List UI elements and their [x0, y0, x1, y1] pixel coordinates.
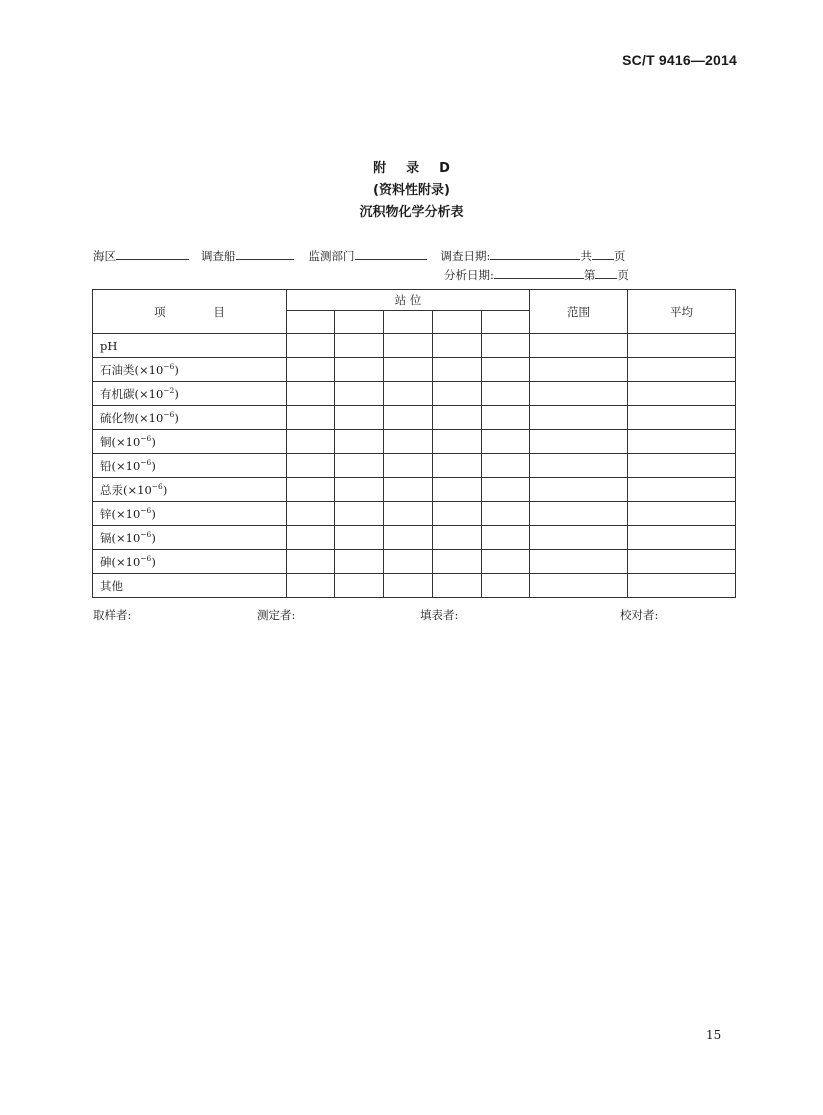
filler-label: 填表者:: [420, 608, 459, 622]
table-row: [93, 334, 736, 358]
survey-ship-field[interactable]: [236, 246, 294, 260]
data-cell[interactable]: [482, 334, 530, 358]
row-label: 铜$(\times 10^{-6})$: [93, 430, 287, 454]
data-cell[interactable]: [628, 334, 736, 358]
column-header-range: 范围: [530, 290, 628, 334]
table-row: [93, 550, 736, 574]
data-cell[interactable]: [384, 550, 433, 574]
measurer-label: 测定者:: [257, 608, 296, 622]
station-cell[interactable]: [335, 311, 384, 334]
analysis-date-field[interactable]: [494, 265, 584, 279]
data-cell[interactable]: [433, 454, 482, 478]
data-cell[interactable]: [335, 334, 384, 358]
signature-row: [0, 607, 823, 625]
total-pages-field[interactable]: [592, 246, 614, 260]
row-label: 其他: [93, 574, 287, 598]
data-cell[interactable]: [482, 430, 530, 454]
table-row: [93, 502, 736, 526]
row-label: 硫化物$(\times 10^{-6})$: [93, 406, 287, 430]
analysis-date-label: 分析日期:: [444, 268, 494, 282]
data-cell[interactable]: [287, 526, 335, 550]
monitoring-dept-label: 监测部门: [308, 249, 355, 263]
data-cell[interactable]: [335, 574, 384, 598]
table-row: [93, 430, 736, 454]
data-cell[interactable]: [384, 526, 433, 550]
data-cell[interactable]: [482, 454, 530, 478]
table-row: [93, 526, 736, 550]
column-header-station: 站 位: [287, 290, 530, 311]
data-cell[interactable]: [628, 382, 736, 406]
data-cell[interactable]: [433, 478, 482, 502]
data-cell[interactable]: [530, 382, 628, 406]
appendix-letter: D: [439, 161, 450, 176]
data-cell[interactable]: [530, 430, 628, 454]
data-cell[interactable]: [335, 502, 384, 526]
page-unit-label: 页: [613, 249, 626, 263]
data-cell[interactable]: [482, 550, 530, 574]
row-label: 铅$(\times 10^{-6})$: [93, 454, 287, 478]
row-label: pH: [93, 334, 287, 358]
data-cell[interactable]: [287, 430, 335, 454]
data-cell[interactable]: [482, 502, 530, 526]
data-cell[interactable]: [335, 454, 384, 478]
data-cell[interactable]: [628, 430, 736, 454]
data-cell[interactable]: [287, 406, 335, 430]
row-label: 砷$(\times 10^{-6})$: [93, 550, 287, 574]
data-cell[interactable]: [628, 454, 736, 478]
info-row-1: [93, 246, 625, 264]
page-no-field[interactable]: [595, 265, 617, 279]
data-cell[interactable]: [384, 430, 433, 454]
column-header-item: 项 目: [93, 290, 287, 334]
data-cell[interactable]: [384, 406, 433, 430]
data-cell[interactable]: [433, 550, 482, 574]
data-cell[interactable]: [433, 358, 482, 382]
data-cell[interactable]: [530, 574, 628, 598]
column-header-average: 平均: [628, 290, 736, 334]
data-cell[interactable]: [530, 406, 628, 430]
page-no-label: 第: [583, 268, 596, 282]
sea-area-field[interactable]: [116, 246, 189, 260]
info-row-2: [444, 265, 629, 283]
data-cell[interactable]: [384, 358, 433, 382]
data-cell[interactable]: [433, 334, 482, 358]
data-cell[interactable]: [530, 478, 628, 502]
station-cell[interactable]: [384, 311, 433, 334]
table-row: [93, 358, 736, 382]
data-cell[interactable]: [335, 406, 384, 430]
data-cell[interactable]: [335, 526, 384, 550]
title-block: [0, 158, 823, 224]
data-cell[interactable]: [433, 430, 482, 454]
data-cell[interactable]: [530, 334, 628, 358]
data-cell[interactable]: [482, 358, 530, 382]
survey-date-label: 调查日期:: [440, 249, 491, 263]
checker-label: 校对者:: [620, 608, 659, 622]
data-cell[interactable]: [482, 478, 530, 502]
row-label: 总汞$(\times 10^{-6})$: [93, 478, 287, 502]
data-cell[interactable]: [628, 358, 736, 382]
data-cell[interactable]: [384, 574, 433, 598]
total-label: 共: [580, 249, 592, 263]
data-cell[interactable]: [384, 334, 433, 358]
table-row: [93, 574, 736, 598]
station-cell[interactable]: [482, 311, 530, 334]
data-cell[interactable]: [628, 406, 736, 430]
data-cell[interactable]: [287, 478, 335, 502]
row-label: 镉$(\times 10^{-6})$: [93, 526, 287, 550]
data-cell[interactable]: [384, 502, 433, 526]
table-row: [93, 478, 736, 502]
data-cell[interactable]: [433, 406, 482, 430]
monitoring-dept-field[interactable]: [355, 246, 427, 260]
data-cell[interactable]: [530, 502, 628, 526]
appendix-type: (资料性附录): [373, 183, 450, 198]
table-row: [93, 382, 736, 406]
data-cell[interactable]: [482, 574, 530, 598]
data-cell[interactable]: [287, 382, 335, 406]
row-label: 石油类$(\times 10^{-6})$: [93, 358, 287, 382]
data-cell[interactable]: [287, 358, 335, 382]
sampler-label: 取样者:: [93, 608, 132, 622]
survey-date-field[interactable]: [490, 246, 580, 260]
data-cell[interactable]: [433, 382, 482, 406]
data-cell[interactable]: [482, 406, 530, 430]
table-row: [93, 406, 736, 430]
data-cell[interactable]: [384, 382, 433, 406]
row-label: 有机碳$(\times 10^{-2})$: [93, 382, 287, 406]
data-cell[interactable]: [335, 382, 384, 406]
appendix-char-2: 录: [406, 161, 420, 176]
data-cell[interactable]: [530, 358, 628, 382]
data-cell[interactable]: [628, 550, 736, 574]
station-cell[interactable]: [433, 311, 482, 334]
data-cell[interactable]: [628, 574, 736, 598]
data-cell[interactable]: [287, 334, 335, 358]
data-cell[interactable]: [482, 382, 530, 406]
appendix-char-1: 附: [373, 161, 387, 176]
data-cell[interactable]: [628, 526, 736, 550]
page-unit-label-2: 页: [617, 268, 629, 282]
data-cell[interactable]: [530, 550, 628, 574]
data-cell[interactable]: [628, 502, 736, 526]
data-cell[interactable]: [530, 526, 628, 550]
data-cell[interactable]: [530, 454, 628, 478]
data-cell[interactable]: [433, 526, 482, 550]
data-cell[interactable]: [287, 550, 335, 574]
data-cell[interactable]: [335, 358, 384, 382]
data-cell[interactable]: [287, 502, 335, 526]
data-cell[interactable]: [482, 526, 530, 550]
appendix-title: [0, 158, 823, 180]
data-cell[interactable]: [287, 454, 335, 478]
data-cell[interactable]: [384, 478, 433, 502]
data-cell[interactable]: [287, 574, 335, 598]
data-cell[interactable]: [433, 574, 482, 598]
row-label: 锌$(\times 10^{-6})$: [93, 502, 287, 526]
data-cell[interactable]: [384, 454, 433, 478]
table-title: 沉积物化学分析表: [359, 205, 464, 220]
data-cell[interactable]: [628, 478, 736, 502]
standard-number: SC/T 9416—2014: [622, 52, 737, 68]
page-number: 15: [706, 1028, 722, 1042]
survey-ship-label: 调查船: [201, 249, 236, 263]
station-cell[interactable]: [287, 311, 335, 334]
data-cell[interactable]: [335, 478, 384, 502]
data-cell[interactable]: [335, 550, 384, 574]
sea-area-label: 海区: [93, 249, 116, 263]
data-cell[interactable]: [433, 502, 482, 526]
table-row: [93, 454, 736, 478]
data-cell[interactable]: [335, 430, 384, 454]
analysis-table: [92, 289, 736, 598]
